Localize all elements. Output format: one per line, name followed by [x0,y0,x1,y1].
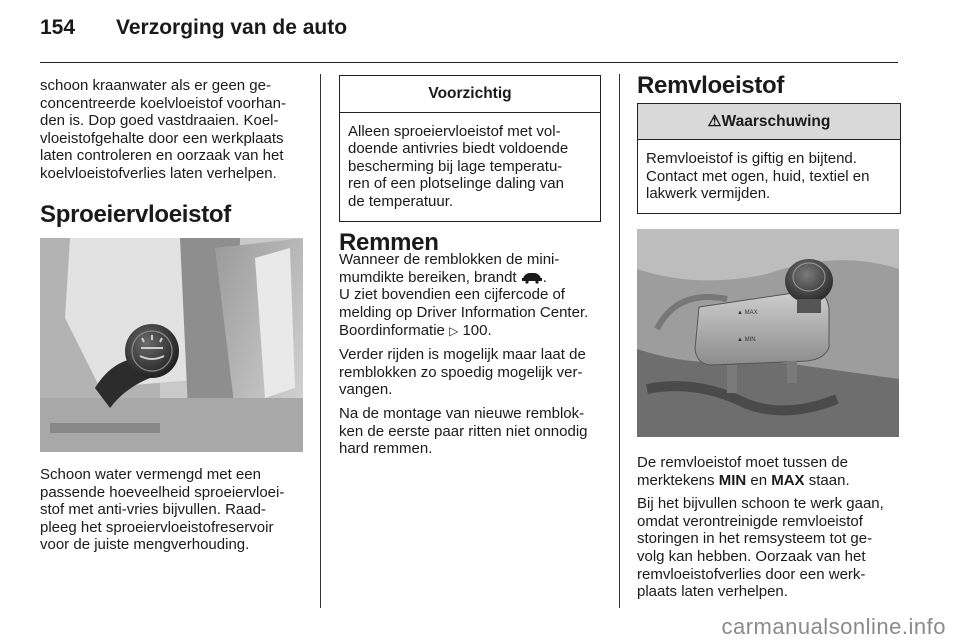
column-2 [339,75,601,464]
warning-triangle-icon: ⚠ [707,112,722,130]
warning-title: Waarschuwing [721,112,831,130]
page-header [40,16,347,40]
text-line: koelvloeistofverlies laten verhelpen. [40,164,277,182]
new-pads-paragraph [339,405,601,458]
text-line: vloeistofgehalte door een werkplaats [40,129,284,147]
text-line: voor de juiste mengverhouding. [40,536,250,554]
text-line: laten controleren en oorzaak van het [40,147,284,165]
text-line: pleeg het sproeiervloeistofreservoir [40,518,274,536]
text-line: De remvloeistof moet tussen de [637,454,848,471]
watermark: carmanualsonline.info [721,614,946,639]
caution-box [339,75,601,222]
page-reference-icon[interactable]: ▷ [449,323,459,338]
min-max-paragraph [637,454,907,489]
section-heading-remvloeistof: Remvloeistof [637,72,785,99]
text-line: passende hoeveelheid sproeiervloei- [40,483,285,501]
page-title: Verzorging van de auto [116,16,348,39]
page-number: 154 [40,16,76,39]
text-line: Wanneer de remblokken de mini- [339,251,560,269]
washer-caption [40,466,308,554]
washer-reservoir-photo [40,238,303,452]
continue-driving-paragraph [339,346,601,399]
text-line: U ziet bovendien een cijfercode of [339,286,565,304]
text-line: Alleen sproeiervloeistof met vol- [348,122,561,140]
text-line: storingen in het remsysteem tot ge- [637,530,873,548]
text-line: remvloeistofverlies door een werk- [637,565,866,583]
text-line: Bij het bijvullen schoon te werk gaan, [637,495,884,513]
text-line: vangen. [339,381,393,399]
text-line: staan. [808,471,850,489]
text-line: en [750,471,768,489]
text-line: Verder rijden is mogelijk maar laat de [339,346,586,364]
section-heading-sproeiervloeistof: Sproeiervloeistof [40,200,231,228]
text-line: Contact met ogen, huid, textiel en [646,167,870,185]
text-line: remblokken zo spoedig mogelijk ver- [339,363,583,381]
text-line: Boordinformatie [339,321,445,339]
text-line: merktekens [637,471,715,489]
column-divider-1 [320,74,321,608]
text-line: omdat verontreinigde remvloeistof [637,512,863,530]
intro-paragraph [40,77,308,183]
refill-paragraph [637,495,907,601]
column-1 [40,77,308,228]
brake-pad-warning-icon [521,270,543,284]
page-reference[interactable]: 100. [462,321,492,339]
warning-box [637,103,901,214]
warning-header [638,104,900,141]
text-line: plaats laten verhelpen. [637,583,788,601]
text-line: mumdikte bereiken, brandt [339,268,517,286]
column-divider-2 [619,74,620,608]
text-line: melding op Driver Information Center. [339,303,589,321]
brake-pad-paragraph: Wanneer de remblokken de mini- mumdikte bereiken, brandt . U ziet bovendien een cijfercode of melding op Driver Information Center. Boordinformatie ▷ 100. [339,251,601,340]
photo-max-label: MAX [744,310,758,316]
text-line: concentreerde koelvloeistof voorhan- [40,94,286,112]
text-line: hard remmen. [339,440,433,458]
text-line: Remvloeistof is giftig en bijtend. [646,150,857,168]
caution-body [340,113,600,221]
min-marker: MIN [718,471,747,489]
text-line: doende antivries biedt voldoende [348,140,569,158]
text-line: stof met anti-vries bijvullen. Raad- [40,501,266,519]
header-rule [40,62,898,63]
text-line: den is. Dop goed vastdraaien. Koel- [40,112,279,130]
section-heading-remmen: Remmen [339,228,439,256]
photo-min-label: MIN [744,337,756,343]
column-3 [637,72,901,214]
text-line: Na de montage van nieuwe remblok- [339,404,585,422]
text-line: ren of een plotselinge daling van [348,175,564,193]
text-line: bescherming bij lage temperatu- [348,157,563,175]
warning-body [638,140,900,213]
max-marker: MAX [771,471,805,489]
brake-fluid-reservoir-photo [637,229,899,437]
text-line: de temperatuur. [348,192,454,210]
svg-text:▲ MAX: ▲ MAX [737,310,758,316]
text-line: ken de eerste paar ritten niet onnodig [339,422,588,440]
text-line: schoon kraanwater als er geen ge- [40,77,271,94]
text-line: lakwerk vermijden. [646,185,771,203]
svg-text:▲ MIN: ▲ MIN [737,337,756,343]
text-line: Schoon water vermengd met een [40,466,261,483]
brake-fluid-text [637,454,907,607]
text-line: volg kan hebben. Oorzaak van het [637,547,866,565]
caution-title: Voorzichtig [340,76,600,113]
